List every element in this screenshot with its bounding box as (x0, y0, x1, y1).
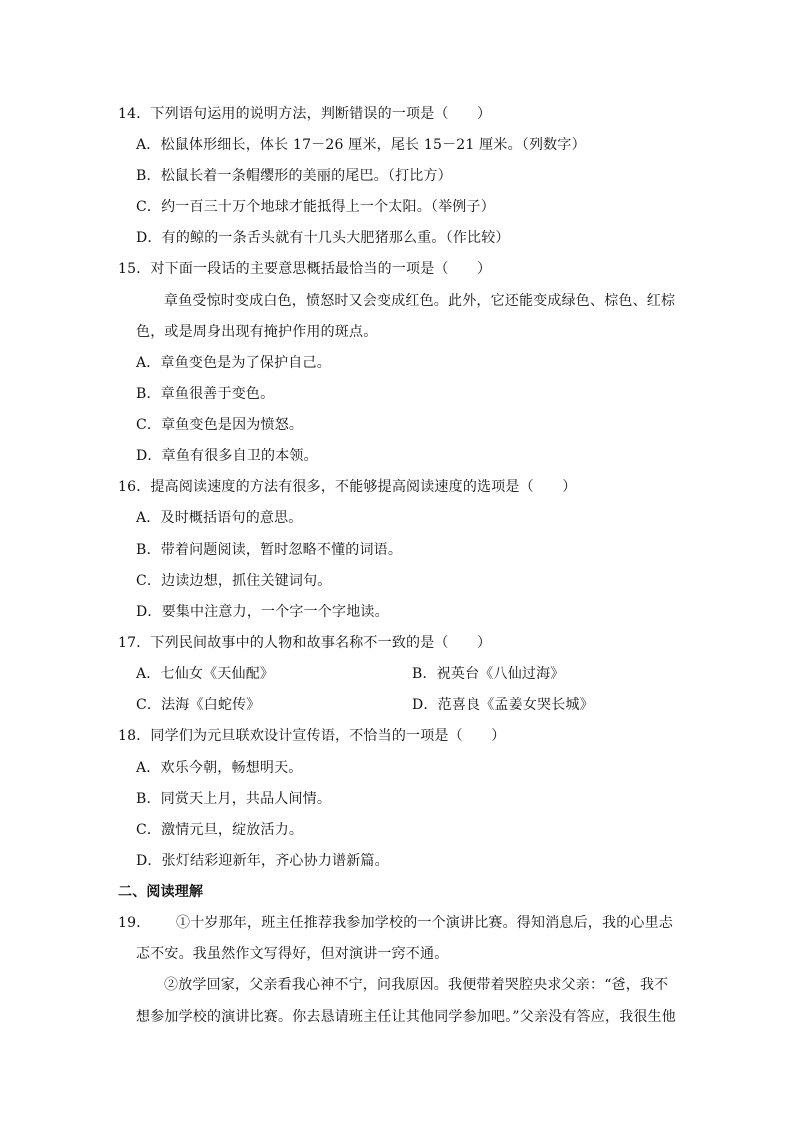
question-15-stem: 15．对下面一段话的主要意思概括最恰当的一项是（ ） (118, 261, 492, 277)
question-14-option-c: C．约一百三十万个地球才能抵得上一个太阳。（举例子） (136, 199, 495, 215)
section-2-title: 二、阅读理解 (118, 884, 204, 900)
question-15-option-a: A．章鱼变色是为了保护自己。 (136, 355, 331, 371)
question-19-number: 19． (118, 915, 151, 931)
question-17-option-c: C．法海《白蛇传》 (136, 697, 261, 713)
question-17-option-a: A．七仙女《天仙配》 (136, 666, 275, 682)
question-16-option-a: A．及时概括语句的意思。 (136, 510, 303, 526)
question-18-option-c: C．激情元旦，绽放活力。 (136, 822, 304, 838)
question-18-option-b: B．同赏天上月，共品人间情。 (136, 791, 332, 807)
question-18-option-d: D．张灯结彩迎新年，齐心协力谱新篇。 (136, 853, 389, 869)
question-14-option-d: D．有的鲸的一条舌头就有十几头大肥猪那么重。（作比较） (136, 230, 510, 246)
question-18-option-a: A．欢乐今朝，畅想明天。 (136, 760, 303, 776)
question-16-option-b: B．带着问题阅读，暂时忽略不懂的词语。 (136, 542, 403, 558)
question-17-stem: 17．下列民间故事中的人物和故事名称不一致的是（ ） (118, 635, 492, 651)
question-14-option-b: B．松鼠长着一条帽缨形的美丽的尾巴。（打比方） (136, 168, 452, 184)
question-19-para-2-line-2: 想参加学校的演讲比赛。你去恳请班主任让其他同学参加吧。”父亲没有答应，我很生他 (136, 1009, 676, 1025)
question-19-para-2-line-1: ②放学回家，父亲看我心神不宁，问我原因。我便带着哭腔央求父亲：“爸，我不 (164, 977, 669, 993)
question-15-option-b: B．章鱼很善于变色。 (136, 386, 275, 402)
question-19-para-1-line-2: 忑不安。我虽然作文写得好，但对演讲一窍不通。 (136, 946, 449, 962)
question-15-option-d: D．章鱼有很多自卫的本领。 (136, 448, 318, 464)
question-15-passage-line-1: 章鱼受惊时变成白色，愤怒时又会变成红色。此外，它还能变成绿色、棕色、红棕 (164, 293, 676, 309)
question-16-option-c: C．边读边想，抓住关键词句。 (136, 573, 332, 589)
question-16-stem: 16．提高阅读速度的方法有很多，不能够提高阅读速度的选项是（ ） (118, 479, 577, 495)
question-15-option-c: C．章鱼变色是因为愤怒。 (136, 417, 304, 433)
question-17-option-d: D．范喜良《孟姜女哭长城》 (412, 697, 594, 713)
question-14-option-a: A．松鼠体形细长，体长 17－26 厘米，尾长 15－21 厘米。（列数字） (136, 137, 586, 153)
question-19-para-1-line-1: ①十岁那年，班主任推荐我参加学校的一个演讲比赛。得知消息后，我的心里忐 (176, 915, 673, 931)
question-15-passage-line-2: 色，或是周身出现有掩护作用的斑点。 (136, 324, 378, 340)
question-16-option-d: D．要集中注意力，一个字一个字地读。 (136, 604, 389, 620)
question-17-option-b: B．祝英台《八仙过海》 (412, 666, 565, 682)
question-18-stem: 18．同学们为元旦联欢设计宣传语，不恰当的一项是（ ） (118, 728, 506, 744)
question-14-stem: 14．下列语句运用的说明方法，判断错误的一项是（ ） (118, 106, 492, 122)
